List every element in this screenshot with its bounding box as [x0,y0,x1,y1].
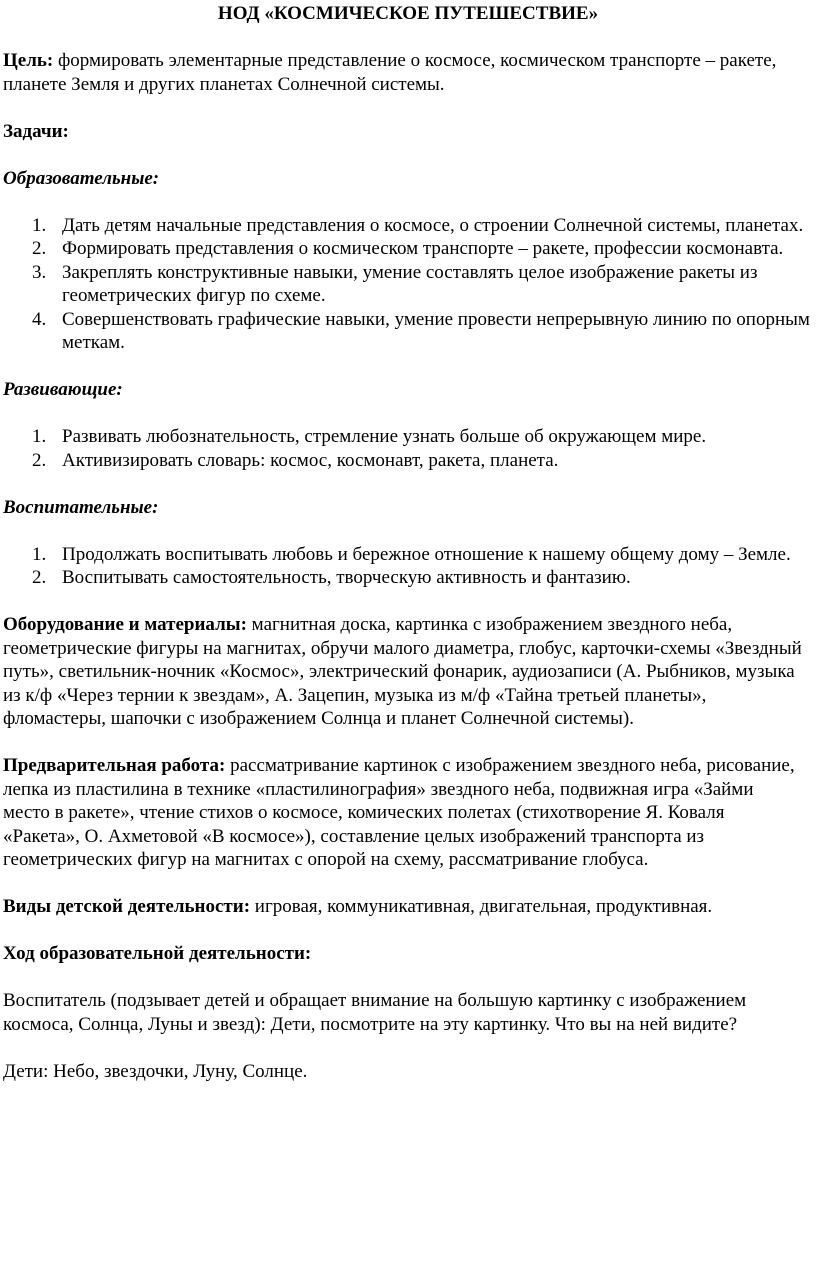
list-item [0,543,816,567]
list-item-text: Формировать представления о космическом транспорте – ракете, профессии космонавта. [62,238,784,259]
preliminary-paragraph [0,754,816,872]
preliminary-text: рассматривание картинок с изображением звездного неба, рисование, лепка из пластилина в технике «пластилинография» звездного неба, подвижная игра «Займи место в ракете», чтение стихов о космосе, комических полетах (стихотворение Я. Коваля «Ракета», О. Ахметовой «В космосе»), составление целых изображений транспорта из геометрических фигур на магнитах с опорой на схему, рассматривание глобуса. [3,755,795,870]
list-item [0,237,816,261]
tasks-heading: Задачи: [3,120,69,142]
list-item-text: Активизировать словарь: космос, космонавт, ракета, планета. [62,449,559,471]
spacer [0,355,816,379]
list-item-text: Совершенствовать графические навыки, умение провести непрерывную линию по опорным меткам. [62,308,810,353]
dialogue-children: Дети: Небо, звездочки, Луну, Солнце. [3,1060,308,1082]
goal-paragraph [0,49,816,96]
spacer [0,590,816,614]
developmental-heading: Развивающие: [3,379,123,400]
goal-label: Цель: [3,50,54,71]
list-item-text: Закреплять конструктивные навыки, умение составлять целое изображение ракеты из геометрических фигур по схеме. [62,261,758,306]
equipment-text: магнитная доска, картинка с изображением звездного неба, геометрические фигуры на магнитах, обручи малого диаметра, глобус, карточки-схемы «Звездный путь», светильник-ночник «Космос», электрический фонарик, аудиозаписи (А. Рыбников, музыка из к/ф «Через тернии к звездам», А. Зацепин, музыка из м/ф «Тайна третьей планеты», фломастеры, шапочки с изображением Солнца и планет Солнечной системы). [3,614,802,729]
list-item-text: Продолжать воспитывать любовь и бережное отношение к нашему общему дому – Земле. [62,543,791,565]
spacer [0,519,816,543]
activities-paragraph [0,895,816,919]
spacer [0,872,816,896]
spacer [0,190,816,214]
spacer [0,402,816,426]
spacer [0,26,816,50]
list-item-text: Развивать любознательность, стремление узнать больше об окружающем мире. [62,426,707,447]
list-number: 1. [32,543,47,565]
preliminary-label: Предварительная работа: [3,755,226,776]
list-item [0,425,816,449]
list-number: 3. [32,261,47,283]
list-item-text: Воспитывать самостоятельность, творческую активность и фантазию. [62,567,631,588]
course-heading: Ход образовательной деятельности: [3,943,312,964]
educational-list [0,214,816,355]
list-number: 2. [32,449,47,471]
list-number: 4. [32,308,47,330]
list-number: 1. [32,426,47,447]
dialogue-teacher: Воспитатель (подзывает детей и обращает внимание на большую картинку с изображением космоса, Солнца, Луны и звезд): Дети, посмотрите на эту картинку. Что вы на ней видите? [3,990,747,1035]
list-item [0,214,816,238]
spacer [0,919,816,943]
goal-text: формировать элементарные представление о космосе, космическом транспорте – ракете, планете Земля и других планетах Солнечной системы. [3,50,777,95]
list-item [0,449,816,473]
spacer [0,731,816,755]
document-title: НОД «КОСМИЧЕСКОЕ ПУТЕШЕСТВИЕ» [217,3,599,24]
spacer [0,96,816,120]
list-item-text: Дать детям начальные представления о космосе, о строении Солнечной системы, планетах. [62,214,804,236]
list-item [0,566,816,590]
spacer [0,472,816,496]
list-number: 1. [32,214,47,236]
developmental-list [0,425,816,472]
equipment-paragraph [0,613,816,731]
list-number: 2. [32,238,47,259]
upbringing-list [0,543,816,590]
list-item [0,261,816,308]
list-number: 2. [32,567,47,588]
activities-text: игровая, коммуникативная, двигательная, продуктивная. [250,896,713,917]
spacer [0,143,816,167]
spacer [0,966,816,990]
activities-label: Виды детской деятельности: [3,896,251,917]
list-item [0,308,816,355]
upbringing-heading: Воспитательные: [3,496,159,518]
equipment-label: Оборудование и материалы: [3,614,247,635]
spacer [0,1036,816,1060]
educational-heading: Образовательные: [3,167,160,189]
